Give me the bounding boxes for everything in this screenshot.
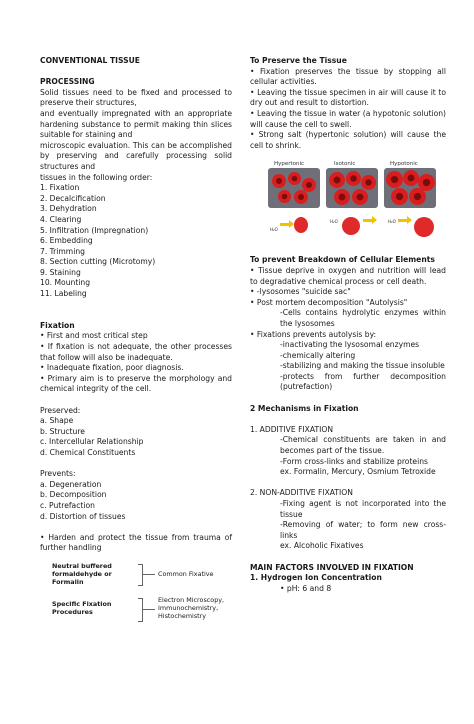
water-arrow-out	[280, 223, 290, 226]
fixative-box-1-line: Formalin	[52, 577, 84, 586]
step-item: 6. Embedding	[40, 236, 93, 246]
breakdown-heading: To prevent Breakdown of Cellular Elements	[250, 255, 435, 265]
red-blood-cell	[403, 170, 419, 186]
red-blood-cell	[278, 190, 291, 203]
nonadditive-point: -Removing of water; to form new cross-links	[280, 520, 446, 540]
step-item: 7. Trimming	[40, 246, 85, 256]
water-label: H₂O	[270, 227, 278, 233]
step-item: 5. Infiltration (Impregnation)	[40, 225, 149, 235]
fixation-point: • If fixation is not adequate, the other processes that follow will also be inadequate.	[40, 342, 232, 362]
water-label: H₂O	[388, 219, 396, 225]
preserve-point: • Fixation preserves the tissue by stopping all cellular activities.	[250, 66, 446, 87]
bracket-2	[138, 598, 143, 622]
fixative-diagram	[40, 560, 230, 640]
nonadditive-point: ex. Alcoholic Fixatives	[280, 541, 364, 551]
autolysis-item: -protects from further decomposition (putrefaction)	[280, 371, 446, 392]
factor-subitem: • pH: 6 and 8	[280, 583, 332, 593]
autolysis-item: -chemically altering	[280, 350, 356, 360]
normal-cell	[342, 217, 360, 235]
fixation-point: • First and most critical step	[40, 331, 148, 341]
processing-text-2: and eventually impregnated with an appropriate hardening substance to permit making thin slices suitable for staining and	[40, 108, 232, 140]
water-arrow-in	[398, 219, 408, 222]
autolysis-item: -inactivating the lysosomal enzymes	[280, 340, 420, 350]
hypertonic-panel	[268, 168, 320, 208]
breakdown-point: • Fixations prevents autolysis by:	[250, 329, 377, 339]
fixation-heading: Fixation	[40, 320, 75, 330]
step-item: 10. Mounting	[40, 278, 91, 288]
autolysis-item: -stabilizing and making the tissue insoluble	[280, 361, 445, 371]
fixative-label-2	[158, 596, 224, 620]
isotonic-panel	[326, 168, 378, 208]
connector-1	[143, 574, 155, 575]
processing-text-1: Solid tissues need to be fixed and processed to preserve their structures,	[40, 87, 232, 108]
red-blood-cell	[409, 188, 426, 205]
nonadditive-point: -Fixing agent is not incorporated into the tissue	[280, 499, 446, 519]
step-item: 3. Dehydration	[40, 204, 97, 214]
red-blood-cell	[352, 189, 368, 205]
fixation-point: • Primary aim is to preserve the morphology and chemical integrity of the cell.	[40, 373, 232, 394]
preserve-point: • Strong salt (hypertonic solution) will cause the cell to shrink.	[250, 130, 446, 150]
fixative-box-2-line: Specific Fixation	[52, 599, 112, 608]
red-blood-cell	[334, 189, 350, 205]
right-column	[250, 56, 446, 594]
red-blood-cell	[272, 174, 286, 188]
connector-2	[143, 609, 155, 610]
processing-text-3: microscopic evaluation. This can be accomplished by preserving and carefully processing solid structures and	[40, 140, 232, 171]
breakdown-point: • Tissue deprive in oxygen and nutrition will lead to degradative chemical process or cell death.	[250, 265, 446, 286]
additive-heading: 1. ADDITIVE FIXATION	[250, 424, 334, 434]
prevents-item: c. Putrefaction	[40, 500, 95, 510]
fixative-label-1: Common Fixative	[158, 569, 214, 578]
preserved-item: c. Intercellular Relationship	[40, 437, 144, 447]
left-column	[40, 56, 232, 640]
step-item: 11. Labeling	[40, 289, 87, 299]
prevents-item: a. Degeneration	[40, 479, 102, 489]
fig-label-isotonic: Isotonic	[334, 161, 356, 168]
harden-point: • Harden and protect the tissue from trauma of further handling	[40, 532, 232, 553]
shrunken-cell	[294, 217, 308, 233]
osmosis-figure	[268, 159, 438, 243]
step-item: 8. Section cutting (Microtomy)	[40, 257, 156, 267]
hypotonic-panel	[384, 168, 436, 208]
breakdown-point: • Post mortem decomposition "Autolysis"	[250, 297, 408, 307]
preserved-item: d. Chemical Constituents	[40, 447, 136, 457]
fixative-label-2-line: Histochemistry	[158, 611, 207, 620]
factor-item: 1. Hydrogen Ion Concentration	[250, 573, 382, 583]
preserve-heading: To Preserve the Tissue	[250, 56, 347, 65]
step-item: 2. Decalcification	[40, 193, 106, 203]
processing-text-4: tissues in the following order:	[40, 172, 153, 182]
red-blood-cell	[329, 172, 345, 188]
prevents-heading: Prevents:	[40, 469, 76, 479]
nonadditive-heading: 2. NON-ADDITIVE FIXATION	[250, 488, 353, 498]
fixation-point: • Inadequate fixation, poor diagnosis.	[40, 363, 184, 373]
mechanisms-heading: 2 Mechanisms in Fixation	[250, 403, 359, 413]
additive-point: ex. Formalin, Mercury, Osmium Tetroxide	[280, 467, 436, 477]
red-blood-cell	[346, 171, 361, 186]
preserved-heading: Preserved:	[40, 405, 81, 415]
doc-title: CONVENTIONAL TISSUE	[40, 56, 140, 65]
processing-heading: PROCESSING	[40, 77, 95, 87]
fixative-box-1-line: Neutral buffered	[52, 561, 112, 570]
additive-point: -Chemical constituents are taken in and becomes part of the tissue.	[280, 435, 446, 456]
additive-point: -Form cross-links and stabilize proteins	[280, 456, 428, 466]
red-blood-cell	[361, 175, 376, 190]
fig-label-hypotonic: Hypotonic	[390, 161, 418, 168]
fixative-box-1-line: formaldehyde or	[52, 569, 112, 578]
fixative-label-2-line: Immunochemistry,	[158, 603, 219, 612]
swollen-cell	[414, 217, 434, 237]
fixative-box-2	[52, 600, 111, 616]
fig-label-hypertonic: Hypertonic	[274, 161, 305, 168]
preserved-item: b. Structure	[40, 426, 85, 436]
fixative-box-2-line: Procedures	[52, 607, 93, 616]
breakdown-point: • -lysosomes "suicide sac"	[250, 287, 351, 297]
prevents-item: d. Distortion of tissues	[40, 511, 126, 521]
prevents-item: b. Decomposition	[40, 490, 107, 500]
red-blood-cell	[288, 172, 301, 185]
water-arrow	[363, 219, 373, 222]
red-blood-cell	[386, 171, 403, 188]
preserved-item: a. Shape	[40, 416, 74, 426]
step-item: 9. Staining	[40, 267, 81, 277]
red-blood-cell	[294, 190, 308, 204]
fixative-box-1	[52, 562, 112, 586]
breakdown-subpoint: -Cells contains hydrolytic enzymes within the lysosomes	[280, 308, 446, 328]
preserve-point: • Leaving the tissue specimen in air will cause it to dry out and result to distortion.	[250, 87, 446, 108]
step-item: 1. Fixation	[40, 183, 80, 193]
factors-heading: MAIN FACTORS INVOLVED IN FIXATION	[250, 562, 414, 572]
bracket-1	[138, 564, 143, 586]
fixative-label-2-line: Electron Microscopy,	[158, 595, 225, 604]
water-label: H₂O	[330, 219, 338, 225]
preserve-point: • Leaving the tissue in water (a hypotonic solution) will cause the cell to swell.	[250, 108, 446, 129]
step-item: 4. Clearing	[40, 214, 82, 224]
red-blood-cell	[391, 188, 408, 205]
